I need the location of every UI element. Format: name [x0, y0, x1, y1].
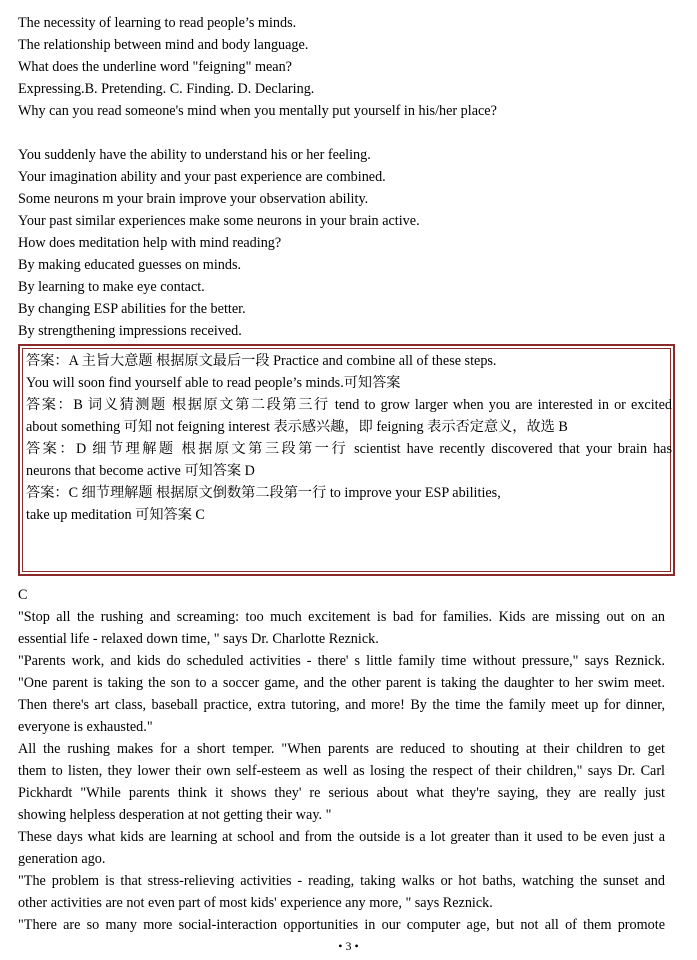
- passage-line: essential life - relaxed down time, " says Dr. Charlotte Reznick.: [18, 631, 379, 647]
- question-line: By making educated guesses on minds.: [18, 257, 242, 273]
- question-line: The necessity of learning to read people’s minds.: [18, 15, 297, 31]
- answer-line: 答案：B 词义猜测题 根据原文第二段第三行 tend to grow larger when you are interested in or excited: [26, 397, 672, 413]
- question-line: Some neurons m your brain improve your observation ability.: [18, 191, 369, 207]
- passage-line: "Parents work, and kids do scheduled activities - there' s little family time without pressure," says Reznick.: [18, 653, 665, 669]
- passage-line: everyone is exhausted.": [18, 719, 153, 735]
- passage-line: generation ago.: [18, 851, 106, 867]
- passage-line: other activities are not even part of most kids' experience any more, " says Reznick.: [18, 895, 493, 911]
- answer-line: about something 可知 not feigning interest 表示感兴趣，即 feigning 表示否定意义，故选 B: [26, 419, 568, 435]
- passage-line: "The problem is that stress-relieving activities - reading, taking walks or hot baths, watching the sunset and: [18, 873, 665, 889]
- page-number: • 3 •: [338, 939, 359, 953]
- question-line: What does the underline word "feigning" mean?: [18, 59, 292, 75]
- passage-line: These days what kids are learning at school and from the outside is a lot greater than it used to be even just a: [18, 829, 665, 845]
- passage-line: Then there's art class, baseball practice, extra tutoring, and more! By the time the family meet up for dinner,: [18, 697, 665, 713]
- question-line: You suddenly have the ability to understand his or her feeling.: [18, 147, 371, 163]
- passage-line: "There are so many more social-interaction opportunities in our computer age, but not all of them promote: [18, 917, 665, 933]
- answer-line: 答案：A 主旨大意题 根据原文最后一段 Practice and combine all of these steps.: [26, 353, 497, 369]
- passage-label: C: [18, 587, 28, 603]
- passage-line: Pickhardt "While parents think it shows they' re serious about what they're saying, they are really just: [18, 785, 665, 801]
- answer-line: take up meditation 可知答案 C: [26, 507, 205, 523]
- question-line: By learning to make eye contact.: [18, 279, 205, 295]
- passage-line: showing helpless desperation at not getting their way. ": [18, 807, 332, 823]
- question-line: Expressing.B. Pretending. C. Finding. D. Declaring.: [18, 81, 315, 97]
- answer-line: neurons that become active 可知答案 D: [26, 463, 255, 479]
- question-line: By strengthening impressions received.: [18, 323, 242, 339]
- question-line: How does meditation help with mind reading?: [18, 235, 282, 251]
- passage-line: "One parent is taking the son to a soccer game, and the other parent is taking the daughter to her swim meet.: [18, 675, 665, 691]
- answer-line: You will soon find yourself able to read people’s minds.可知答案: [26, 375, 401, 391]
- question-line: Why can you read someone's mind when you mentally put yourself in his/her place?: [18, 103, 497, 119]
- passage-line: "Stop all the rushing and screaming: too much excitement is bad for families. Kids are missing out on an: [18, 609, 665, 625]
- question-line: The relationship between mind and body language.: [18, 37, 309, 53]
- passage-line: All the rushing makes for a short temper. "When parents are reduced to shouting at their children to get: [18, 741, 665, 757]
- question-line: Your past similar experiences make some neurons in your brain active.: [18, 213, 420, 229]
- answer-line: 答案：D 细节理解题 根据原文第三段第一行 scientist have recently discovered that your brain has: [26, 441, 672, 457]
- answer-line: 答案：C 细节理解题 根据原文倒数第二段第一行 to improve your ESP abilities,: [26, 485, 501, 501]
- question-line: By changing ESP abilities for the better.: [18, 301, 246, 317]
- question-line: Your imagination ability and your past experience are combined.: [18, 169, 386, 185]
- passage-line: them to listen, they lower their own self-esteem as well as losing the respect of their children," says Dr. Carl: [18, 763, 665, 779]
